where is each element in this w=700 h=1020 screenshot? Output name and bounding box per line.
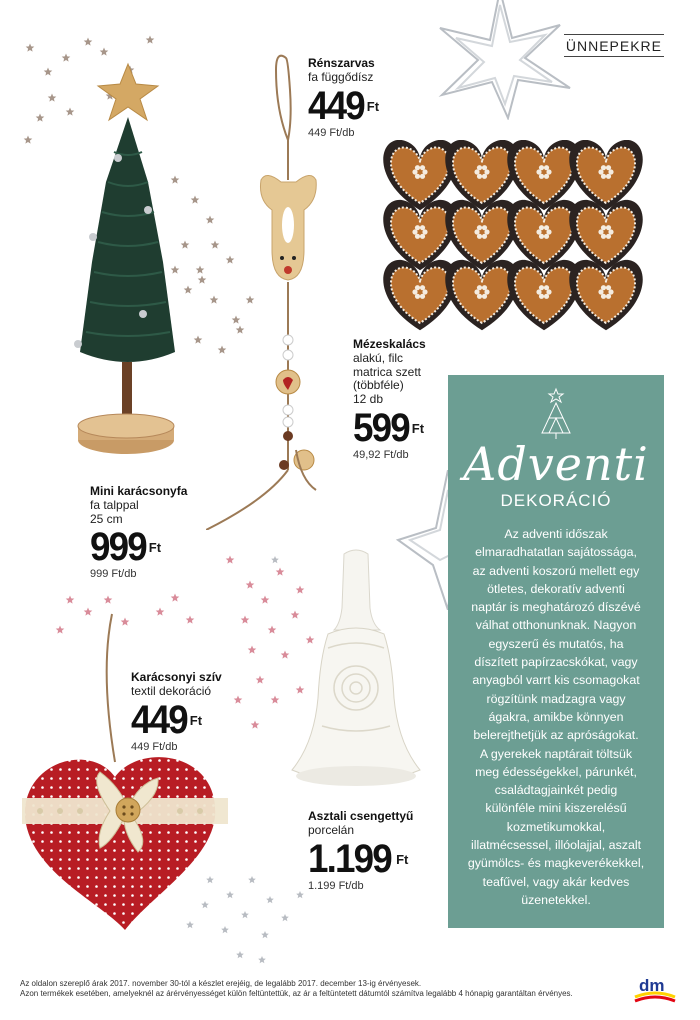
confetti-star [261, 596, 270, 604]
confetti-star [271, 696, 280, 704]
product-desc-line: fa talppal [90, 497, 139, 512]
feature-line: gyümölcs- és magkeverékekkel, [467, 856, 645, 871]
confetti-star [248, 876, 256, 883]
advent-feature-box [448, 375, 664, 928]
product-price [353, 405, 426, 450]
confetti-star [66, 596, 75, 604]
confetti-star [191, 196, 200, 204]
price-value: 1.199 [308, 836, 391, 881]
confetti-star [24, 136, 33, 144]
confetti-star [196, 266, 205, 274]
confetti-star [171, 594, 180, 602]
confetti-star [48, 94, 57, 102]
confetti-star [198, 276, 207, 284]
confetti-star [234, 696, 243, 704]
confetti-star [271, 556, 279, 563]
confetti-star [104, 596, 113, 604]
feature-line: családtagjainkét pedig [494, 783, 618, 798]
price-value: 449 [308, 83, 364, 128]
feature-line: anyagból varrt kis csomagokat [472, 673, 640, 688]
product-mini-karacsonyfa [90, 485, 187, 581]
feature-line: A gyerekek naptárait töltsük [479, 746, 633, 761]
footer-line: Az oldalon szereplő árak 2017. november 30-tól a készlet erejéig, de legalább 2017. december 13-ig érvényesek. [20, 979, 422, 988]
confetti-star [296, 891, 304, 898]
product-desc: fa függődísz [308, 69, 374, 84]
product-desc-line: (többféle) [353, 378, 404, 393]
feature-title: Adventi [463, 437, 649, 491]
confetti-star [266, 896, 274, 903]
feature-line: rögzítünk madzagra vagy [486, 691, 626, 706]
unit-price: 449 Ft/db [308, 126, 355, 139]
confetti-star [100, 48, 109, 56]
feature-line: egyszerű és mutatós, ha [488, 636, 624, 651]
confetti-star [146, 36, 155, 44]
product-desc: porcelán [308, 822, 355, 837]
price-value: 999 [90, 525, 146, 570]
price-currency: Ft [396, 851, 409, 867]
dm-logo [633, 975, 677, 1005]
confetti-star [268, 626, 277, 634]
confetti-star [62, 54, 71, 62]
product-name: Asztali csengettyű [308, 809, 414, 823]
confetti-star [84, 38, 93, 46]
confetti-star [194, 336, 203, 344]
confetti-star [261, 931, 269, 938]
feature-line: meg édességekkel, párunkét, [475, 764, 637, 779]
confetti-star [251, 721, 260, 729]
product-name: Rénszarvas [308, 56, 375, 70]
product-name: Karácsonyi szív [131, 670, 222, 684]
price-value: 599 [353, 405, 409, 450]
confetti-star [236, 951, 244, 958]
feature-body [448, 511, 664, 909]
legal-footer [20, 979, 573, 999]
product-karacsonyi-sziv [131, 671, 222, 753]
product-price [131, 697, 222, 742]
feature-line: különféle mini kiszerelésű [485, 801, 627, 816]
feature-line: díszített papírzacskókat, vagy [474, 655, 638, 670]
silver-star-ornament [400, 0, 600, 120]
unit-price: 1.199 Ft/db [308, 879, 364, 892]
confetti-star [36, 114, 45, 122]
confetti-star [26, 44, 35, 52]
product-name: Mézeskalács [353, 337, 426, 351]
price-currency: Ft [148, 540, 162, 556]
feature-line: belerejthetjük az apróságokat. [473, 728, 639, 743]
confetti-star [226, 556, 235, 564]
price-currency: Ft [411, 420, 425, 436]
unit-price: 999 Ft/db [90, 568, 137, 581]
confetti-star [256, 676, 265, 684]
price-currency: Ft [189, 712, 203, 728]
feature-line: Az adventi időszak [504, 527, 608, 541]
confetti-star [246, 581, 255, 589]
tree-outline-icon [536, 387, 576, 443]
feature-line: válhat otthonunknak. Nagyon [475, 618, 637, 633]
feature-subtitle: DEKORÁCIÓ [500, 491, 612, 510]
feature-line: ötletes, dekoratív adventi [487, 581, 625, 596]
product-desc-line: alakú, filc [353, 350, 404, 365]
svg-text:dm: dm [639, 976, 665, 995]
confetti-star [241, 616, 250, 624]
feature-line: üzenetekkel. [521, 892, 591, 907]
product-desc: textil dekoráció [131, 683, 212, 698]
product-name: Mini karácsonyfa [90, 484, 188, 498]
section-tag: ÜNNEPEKRE [564, 34, 664, 57]
price-currency: Ft [366, 98, 380, 114]
product-price [90, 525, 187, 570]
mini-christmas-tree-image [68, 62, 188, 462]
product-renszarvas [308, 57, 379, 139]
product-desc-line: 25 cm [90, 511, 123, 526]
product-desc-line: matrica szett [353, 364, 422, 379]
product-price [308, 83, 380, 128]
product-desc-line: 12 db [353, 392, 384, 407]
confetti-star [276, 568, 285, 576]
feature-line: az adventi koszorú mellett egy [472, 563, 640, 578]
price-value: 449 [131, 697, 187, 742]
gingerbread-sticker-set-image [378, 140, 648, 340]
feature-line: ágakra, amikbe könnyen [488, 709, 624, 724]
product-mezeskalacs [353, 338, 426, 462]
product-price [308, 836, 413, 881]
feature-line: illatmécsessel, illóolajjal, aszalt [470, 838, 642, 853]
feature-line: kozmetikumokkal, [506, 819, 606, 834]
confetti-star [241, 911, 249, 918]
footer-line: Azon termékek esetében, amelyeknél az árérvényességet külön feltüntettük, az ár a feltüntetett dátumtól számítva legalább 4 hónapig garantáltan érvényes. [20, 989, 573, 998]
fabric-heart-image [20, 612, 230, 942]
confetti-star [44, 68, 53, 76]
feature-line: naptár is meghatározó díszévé [471, 600, 641, 615]
confetti-star [248, 646, 257, 654]
unit-price: 449 Ft/db [131, 740, 178, 753]
product-asztali-csengettyu [308, 810, 413, 892]
feature-line: elmaradhatatlan sajátossága, [475, 545, 637, 560]
feature-line: teafűvel, vagy akár kedves [482, 874, 630, 889]
confetti-star [258, 956, 266, 963]
unit-price: 49,92 Ft/db [353, 448, 409, 461]
porcelain-bell-image [288, 548, 423, 798]
confetti-star [281, 914, 289, 921]
